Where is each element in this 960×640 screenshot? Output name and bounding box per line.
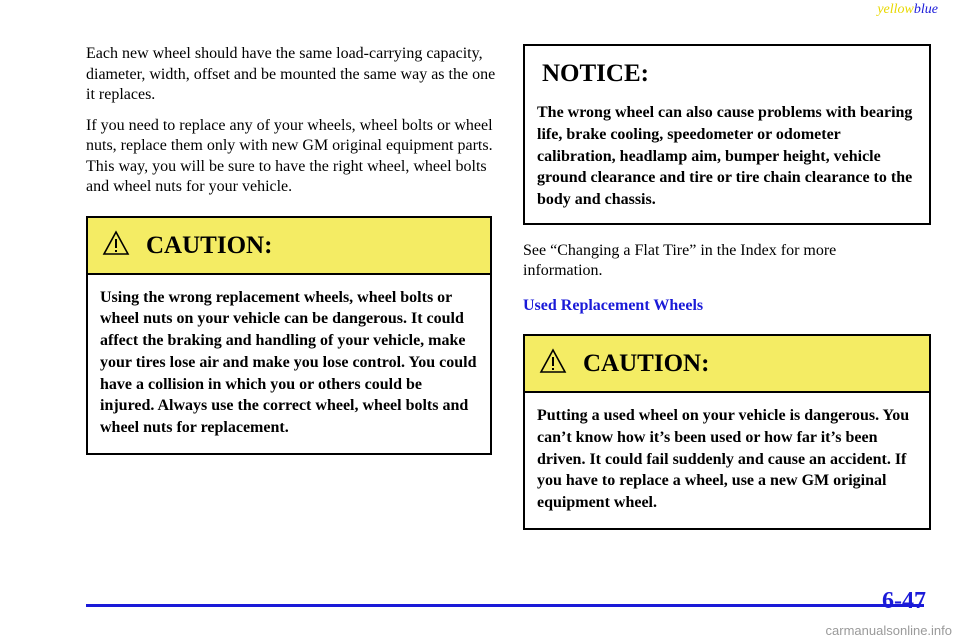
warning-triangle-icon [102,230,130,256]
caution-header [525,336,929,393]
paragraph-see-index: See “Changing a Flat Tire” in the Index for more information. [523,241,837,280]
page-number: 6-47 [882,588,926,614]
caution-title: CAUTION: [146,231,273,259]
caution-header [88,218,490,275]
caution-text: Putting a used wheel on your vehicle is dangerous. You can’t know how it’s been used or how far it’s been driven. It could fail suddenly and cause an accident. If you have to replace a wheel, use a new GM original equipment wheel. [537,406,910,512]
caution-text: Using the wrong replacement wheels, wheel bolts or wheel nuts on your vehicle can be dangerous. It could affect the braking and handling of your vehicle, make your tires lose air and make you lose control. You could have a collision in which you or others could be injured. Always use the correct wheel, wheel bolts and wheel nuts for replacement. [100,288,477,437]
caution-title: CAUTION: [583,349,710,377]
notice-box [523,44,931,225]
notice-title: NOTICE: [542,60,649,87]
paragraph-gm-parts: If you need to replace any of your wheels, wheel bolts or wheel nuts, replace them only with new GM original equipment parts. This way, you will be sure to have the right wheel, wheel bolts and wheel nuts for your vehicle. [86,116,493,195]
watermark: carmanualsonline.info [825,623,952,638]
caution-box-wrong-wheels [86,216,492,456]
notice-text: The wrong wheel can also cause problems with bearing life, brake cooling, speedometer or odometer calibration, headlamp aim, bumper height, vehicle ground clearance and tire or tire chain clearance to the body and chassis. [537,104,913,209]
footer-rule [86,604,924,607]
header-tag-blue: blue [913,2,938,17]
section-heading-used-wheels: Used Replacement Wheels [523,296,704,314]
header-tag-yellow: yellow [877,2,914,17]
warning-triangle-icon [539,348,567,374]
left-column [86,44,496,455]
paragraph-wheel-capacity: Each new wheel should have the same load‑carrying capacity, diameter, width, offset and be mounted the same way as the one it replaces. [86,45,496,103]
header-color-tag [877,2,938,18]
right-column [523,44,931,530]
notice-header [525,46,929,99]
caution-box-used-wheel [523,334,931,530]
